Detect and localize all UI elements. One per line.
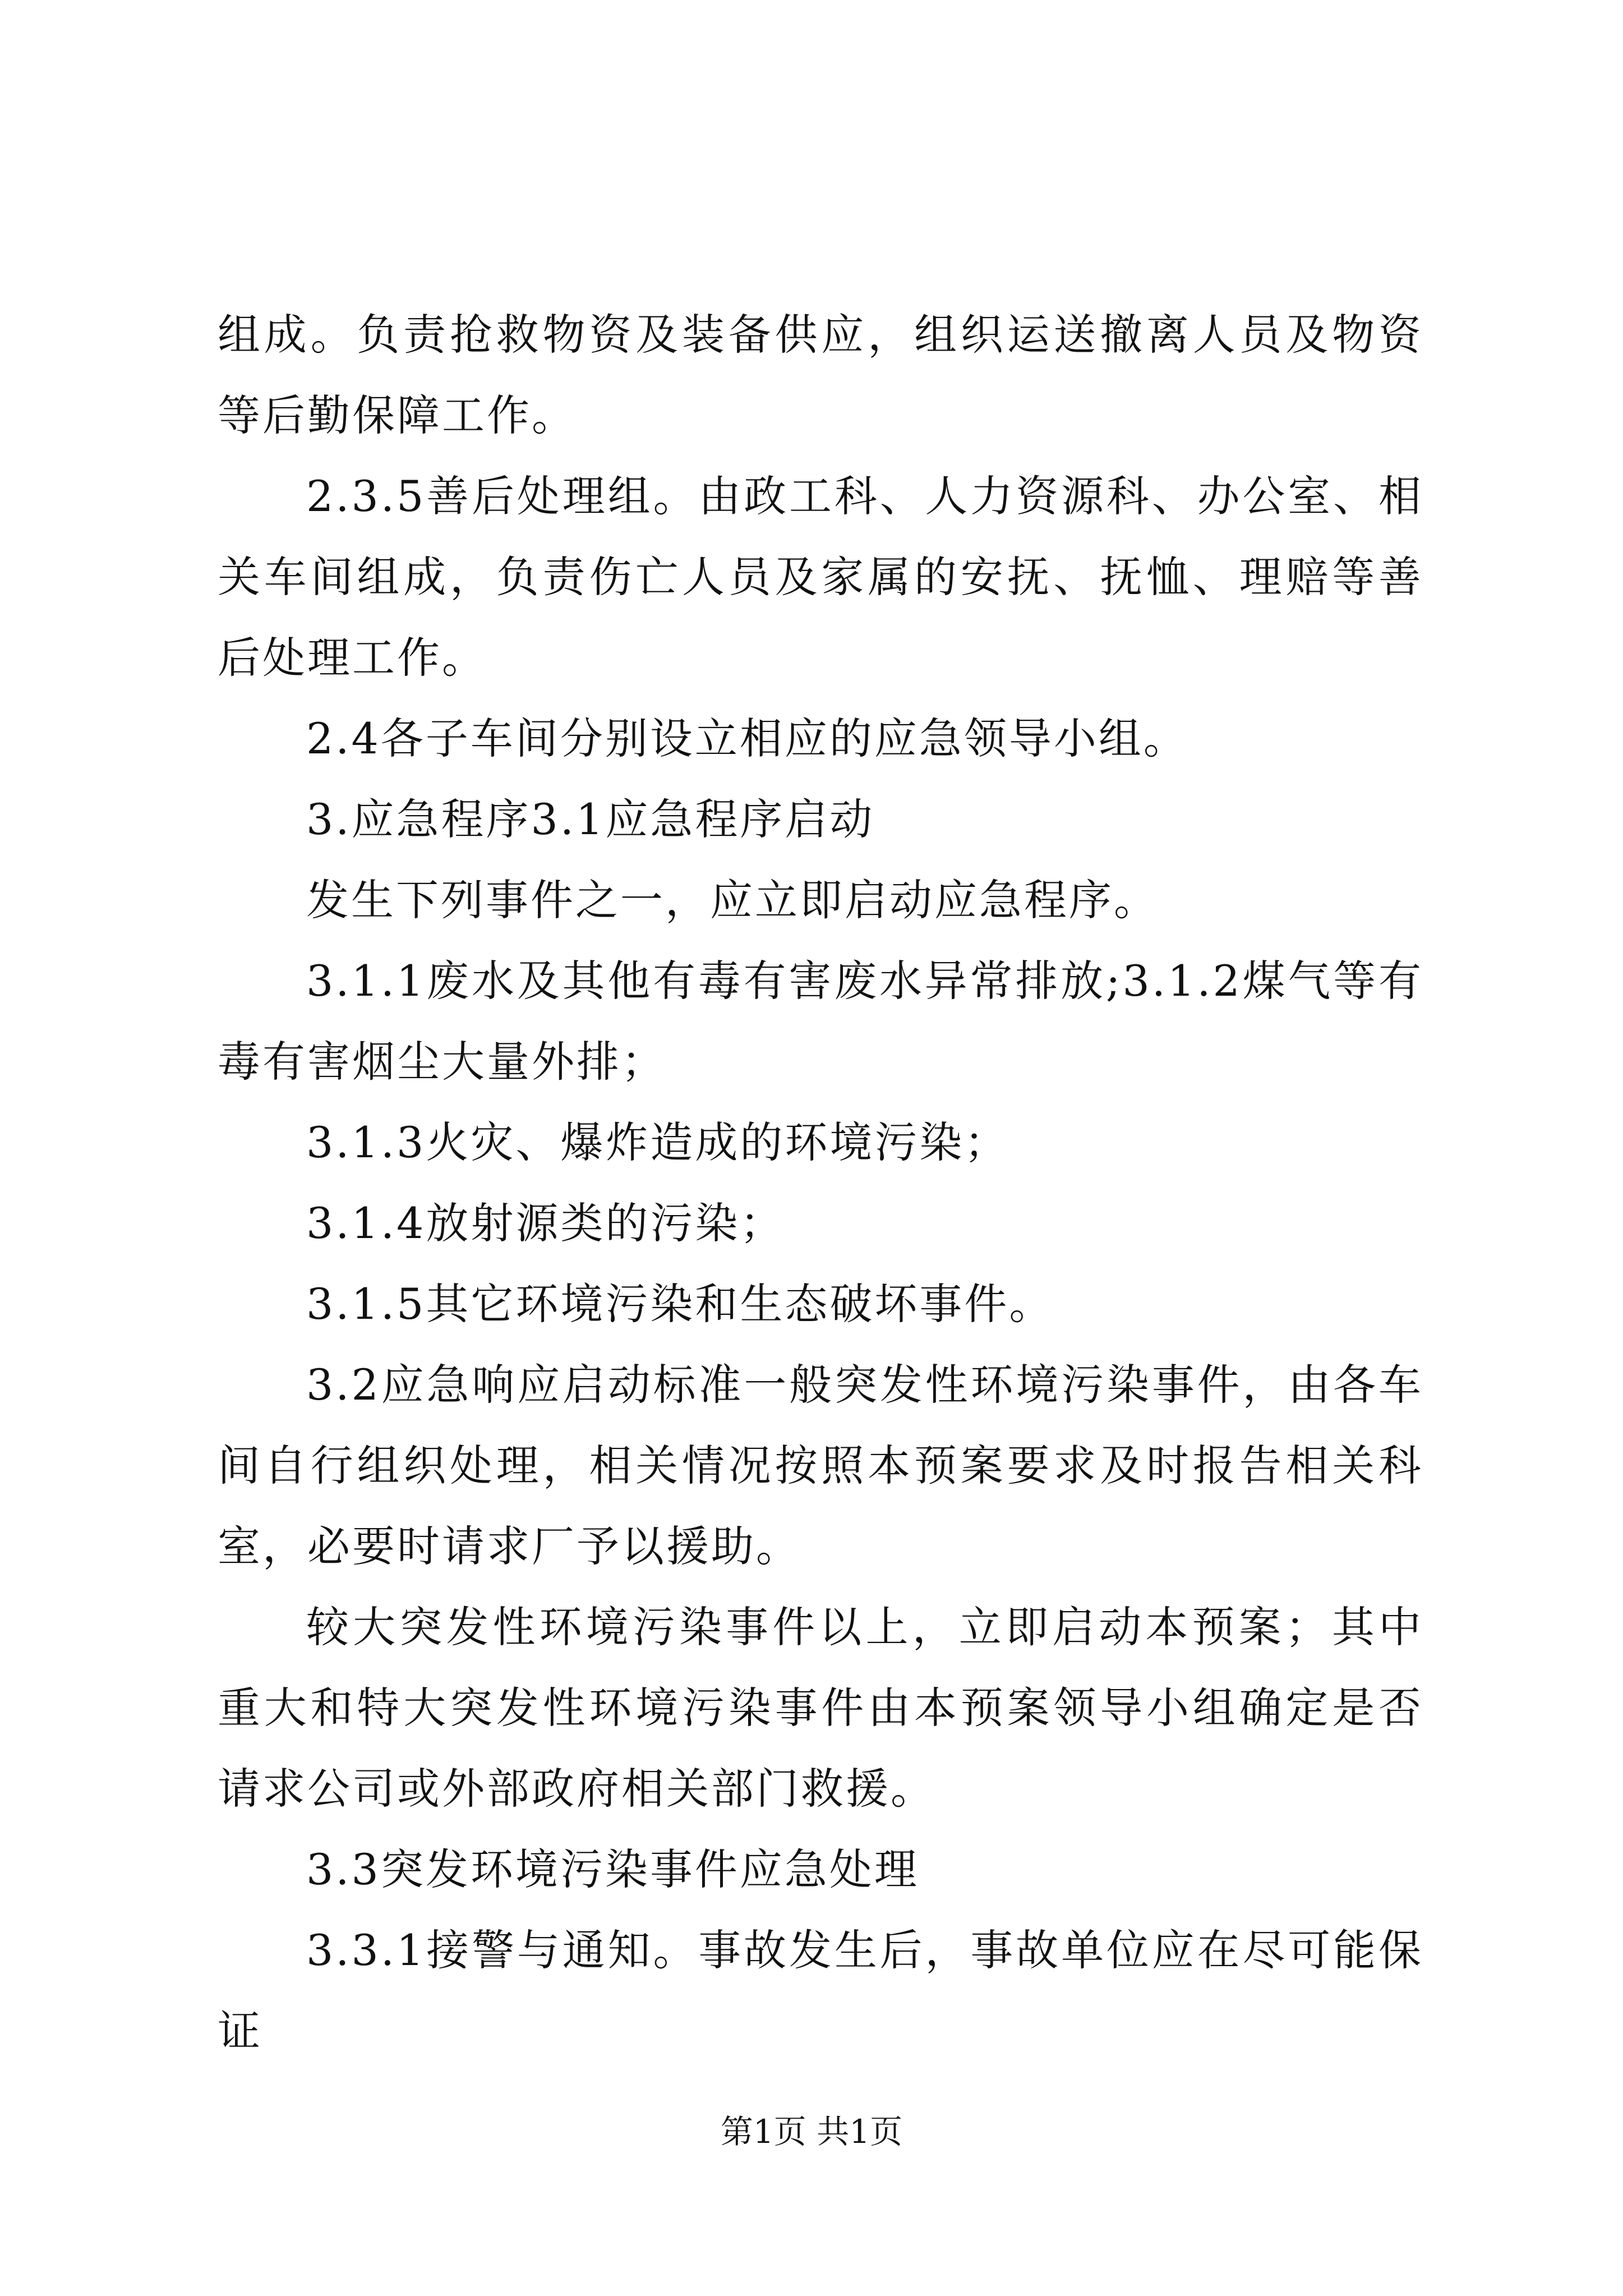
paragraph: 较大突发性环境污染事件以上，立即启动本预案；其中重大和特大突发性环境污染事件由本预案领导小组确定是否请求公司或外部政府相关部门救援。 xyxy=(218,1602,1423,1814)
document-body xyxy=(218,295,1423,2072)
paragraph: 3.应急程序3.1应急程序启动 xyxy=(306,794,875,844)
paragraph: 3.1.1废水及其他有毒有害废水异常排放;3.1.2煤气等有毒有害烟尘大量外排； xyxy=(218,956,1423,1087)
paragraph: 3.1.5其它环境污染和生态破坏事件。 xyxy=(306,1279,1054,1329)
paragraph: 组成。负责抢救物资及装备供应，组织运送撤离人员及物资等后勤保障工作。 xyxy=(218,310,1423,440)
paragraph: 3.1.4放射源类的污染； xyxy=(306,1198,785,1248)
paragraph: 3.1.3火灾、爆炸造成的环境污染； xyxy=(306,1117,1009,1167)
paragraph: 发生下列事件之一，应立即启动应急程序。 xyxy=(306,875,1159,925)
paragraph: 2.4各子车间分别设立相应的应急领导小组。 xyxy=(306,714,1188,763)
paragraph: 2.3.5善后处理组。由政工科、人力资源科、办公室、相关车间组成，负责伤亡人员及家属的安抚、抚恤、理赔等善后处理工作。 xyxy=(218,471,1423,683)
page-footer: 第1页 共1页 xyxy=(720,2113,903,2151)
paragraph: 3.3突发环境污染事件应急处理 xyxy=(306,1844,919,1894)
paragraph: 3.2应急响应启动标准一般突发性环境污染事件，由各车间自行组织处理，相关情况按照本预案要求及时报告相关科室，必要时请求厂予以援助。 xyxy=(218,1360,1423,1571)
paragraph: 3.3.1接警与通知。事故发生后，事故单位应在尽可能保证 xyxy=(218,1925,1423,2056)
